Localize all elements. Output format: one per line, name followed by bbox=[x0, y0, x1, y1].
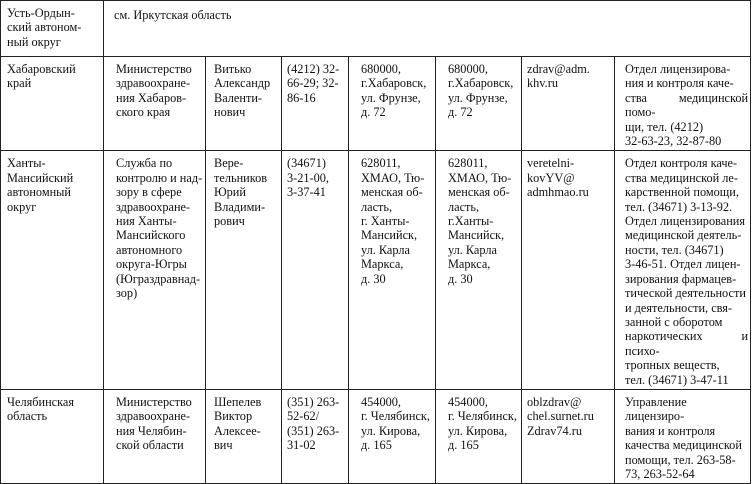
phone-cell: (34671) 3-21-00, 3-37-41 bbox=[282, 151, 349, 390]
table-row bbox=[1, 57, 751, 151]
table-row bbox=[1, 389, 751, 483]
legal-address-cell: 628011, ХМАО, Тю- менская об- ласть, г.Ханты- Мансийск, ул. Карла Маркса, д. 30 bbox=[436, 151, 522, 390]
ministry-cell: Министерство здравоохране- ния Хабаров- ского края bbox=[104, 57, 206, 151]
table-row bbox=[1, 1, 751, 57]
email-cell: veretelni- kovYV@ admhmao.ru bbox=[522, 151, 615, 390]
region-cell: Усть-Ордын- ский автоном- ный округ bbox=[1, 1, 104, 57]
email-cell: zdrav@adm. khv.ru bbox=[522, 57, 615, 151]
head-name-cell: Шепелев Виктор Алексее- вич bbox=[206, 389, 282, 483]
email-cell: oblzdrav@ chel.surnet.ru Zdrav74.ru bbox=[522, 389, 615, 483]
region-cell: Хабаровский край bbox=[1, 57, 104, 151]
table-row bbox=[1, 151, 751, 390]
postal-address-cell: 680000, г.Хабаровск, ул. Фрунзе, д. 72 bbox=[349, 57, 436, 151]
head-name-cell: Витько Александр Валенти- нович bbox=[206, 57, 282, 151]
legal-address-cell: 680000, г.Хабаровск, ул. Фрунзе, д. 72 bbox=[436, 57, 522, 151]
ministry-cell: Служба по контролю и над- зору в сфере здравоохране- ния Ханты- Мансийского автономного округа-Югры (Юграздравнад- зор) bbox=[104, 151, 206, 390]
postal-address-cell: 454000, г. Челябинск, ул. Кирова, д. 165 bbox=[349, 389, 436, 483]
postal-address-cell: 628011, ХМАО, Тю- менская об- ласть, г. Ханты- Мансийск, ул. Карла Маркса, д. 30 bbox=[349, 151, 436, 390]
reference-note: см. Иркутская область bbox=[104, 1, 751, 57]
region-cell: Челябинская область bbox=[1, 389, 104, 483]
phone-cell: (4212) 32- 66-29; 32- 86-16 bbox=[282, 57, 349, 151]
department-cell: Управление лицензиро- вания и контроля качества медицинской помощи, тел. 263-58- 73, 263-52-64 bbox=[615, 389, 751, 483]
phone-cell: (351) 263- 52-62/ (351) 263- 31-02 bbox=[282, 389, 349, 483]
ministry-cell: Министерство здравоохране- ния Челябин- ской области bbox=[104, 389, 206, 483]
region-cell: Ханты- Мансийский автономный округ bbox=[1, 151, 104, 390]
head-name-cell: Вере- тельников Юрий Владими- рович bbox=[206, 151, 282, 390]
department-cell: Отдел лицензирова- ния и контроля каче- ства медицинской помо- щи, тел. (4212) 32-63-23, 32-87-80 bbox=[615, 57, 751, 151]
legal-address-cell: 454000, г. Челябинск, ул. Кирова, д. 165 bbox=[436, 389, 522, 483]
department-cell: Отдел контроля каче- ства медицинской ле- карственной помощи, тел. (34671) 3-13-92. Отдел лицензирования медицинской деятель- ности, тел. (34671) 3-46-51. Отдел лицен- зирования фармацев- тической деятельности и деятельности, свя- занной с оборотом наркотических и психо- тропных веществ, тел. (34671) 3-47-11 bbox=[615, 151, 751, 390]
